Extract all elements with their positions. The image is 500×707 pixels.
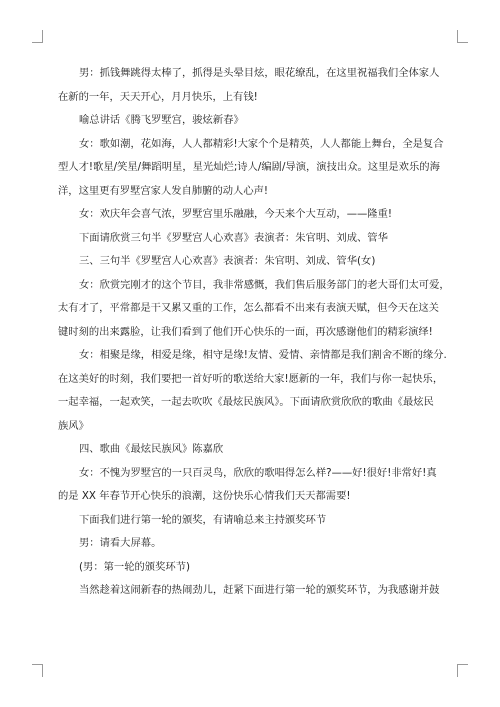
text-line: 在这美好的时刻，我们要把一首好听的歌送给大家!愿新的一年，我们与你一起快乐， xyxy=(58,372,444,385)
text-line: 男：抓钱舞跳得太棒了，抓得是头晕目炫，眼花缭乱，在这里祝福我们全体家人 xyxy=(79,67,440,79)
text-line: 女：欣赏完刚才的这个节目，我非常感慨，我们售后服务部门的老大哥们太可爱， xyxy=(79,278,450,291)
crop-mark-bottom-right xyxy=(457,664,468,677)
text-line: 太有才了，平常都是干又累又重的工作，怎么都看不出来有表演天赋，但今天在这关 xyxy=(58,302,439,314)
text-line: 下面请欣赏三句半《罗墅宫人心欢喜》表演者：朱官明、刘成、管华 xyxy=(79,231,388,244)
text-line: 下面我们进行第一轮的颁奖，有请喻总来主持颁奖环节 xyxy=(79,513,327,526)
text-line: (男：第一轮的颁奖环节) xyxy=(79,560,191,573)
text-line: 男：请看大屏幕。 xyxy=(79,537,162,549)
text-line: 女：相聚是缘，相爱是缘，相守是缘!友情、爱情、亲情都是我们割舍不断的缘分. xyxy=(79,349,447,361)
text-line: 洋，这里更有罗墅宫家人发自肺腑的动人心声! xyxy=(58,184,269,197)
text-line: 族风》 xyxy=(58,419,89,432)
text-line: 的是 XX 年春节开心快乐的浪潮，这份快乐心情我们天天都需要! xyxy=(58,490,351,502)
text-line: 型人才!歌星/笑星/舞蹈明星，星光灿烂;诗人/编剧/导演，演技出众。这里是欢乐的海 xyxy=(58,161,440,173)
text-line: 喻总讲话《腾飞罗墅宫，骏炫新春》 xyxy=(79,114,244,126)
text-line: 当然趁着这闹新春的热闹劲儿，赶紧下面进行第一轮的颁奖环节，为我感谢并鼓 xyxy=(79,584,440,596)
crop-mark-top-left xyxy=(32,30,43,43)
text-line: 女：不愧为罗墅宫的一只百灵鸟，欣欣的歌唱得怎么样?——好!很好!非常好!真 xyxy=(79,466,437,479)
text-line: 女：欢庆年会喜气浓，罗墅宫里乐融融，今天来个大互动，——隆重! xyxy=(79,208,393,220)
text-line: 三、三句半《罗墅宫人心欢喜》表演者：朱官明、刘成、管华(女) xyxy=(79,255,376,267)
text-line: 女：歌如潮，花如海，人人都精彩!大家个个是精英，人人都能上舞台，全是复合 xyxy=(79,137,444,150)
text-line: 一起幸福，一起欢笑，一起去吹吹《最炫民族风》。下面请欣赏欣欣的歌曲《最炫民 xyxy=(58,396,434,408)
crop-mark-bottom-left xyxy=(32,664,43,677)
crop-mark-top-right xyxy=(457,30,468,43)
text-line: 四、歌曲《最炫民族风》陈嘉欣 xyxy=(79,443,224,455)
text-line: 键时刻的出来露脸，让我们看到了他们开心快乐的一面，再次感谢他们的精彩演绎! xyxy=(58,325,433,338)
document-body xyxy=(58,62,450,603)
text-line: 在新的一年，天天开心，月月快乐，上有钱! xyxy=(58,90,258,103)
